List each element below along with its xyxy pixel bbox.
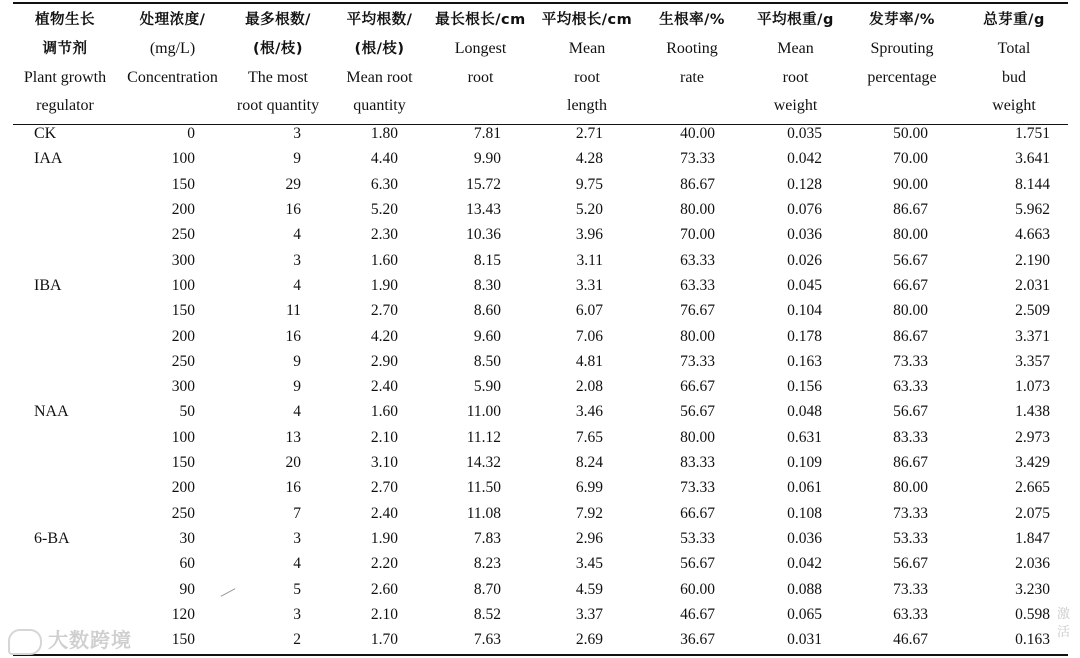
value-cell: 8.24 [575,454,603,472]
regulator-cell: 6-BA [34,529,70,547]
regulator-cell [10,551,120,576]
column-header-line: percentage [867,68,937,86]
value-cell: 60.00 [680,580,715,598]
value-cell: 150 [171,302,195,320]
column-header-line: Mean [777,39,814,57]
column-header-line: rate [680,68,704,86]
table-row [10,121,1072,146]
value-cell: 83.33 [680,454,715,472]
value-cell: 6.99 [575,479,603,497]
value-cell: 3 [293,605,301,623]
value-cell: 1.90 [370,276,398,294]
value-cell: 14.32 [466,454,501,472]
column-header-zh: 平均根长/cm [541,12,633,28]
value-cell: 4.40 [370,150,398,168]
value-cell: 0.104 [787,302,822,320]
column-header-zh: 植物生长 [35,12,95,28]
column-header-line: weight [992,97,1036,115]
value-cell: 80.00 [893,302,928,320]
value-cell: 11 [286,302,301,320]
value-cell: 8.30 [473,276,501,294]
regulator-cell [10,324,120,349]
value-cell: 13 [285,428,301,446]
column-header-zh: 生根率/% [659,12,725,28]
value-cell: 2.075 [1015,504,1050,522]
regulator-cell [10,222,120,247]
column-header [428,6,533,121]
column-header [641,6,743,121]
value-cell: 9 [293,352,301,370]
value-cell: 11.12 [466,428,501,446]
table-row [10,475,1072,500]
table-row [10,298,1072,323]
table-row [10,602,1072,627]
column-header-line: regulator [36,97,94,115]
value-cell: 3.37 [575,605,603,623]
table-body [10,121,1072,652]
value-cell: 250 [171,226,195,244]
column-header-line: Sprouting [870,39,934,57]
value-cell: 56.67 [893,251,928,269]
value-cell: 6.07 [575,302,603,320]
value-cell: 86.67 [893,327,928,345]
value-cell: 4.81 [575,352,603,370]
value-cell: 9 [293,378,301,396]
value-cell: 250 [171,504,195,522]
value-cell: 80.00 [680,327,715,345]
column-header-line: Longest [454,39,507,57]
value-cell: 86.67 [893,201,928,219]
value-cell: 9 [293,150,301,168]
value-cell: 2.70 [370,479,398,497]
value-cell: 70.00 [893,150,928,168]
value-cell: 16 [285,479,301,497]
value-cell: 56.67 [893,555,928,573]
value-cell: 5.20 [370,201,398,219]
value-cell: 2.190 [1015,251,1050,269]
value-cell: 3.45 [575,555,603,573]
column-header-zh: 最长根长/cm [435,12,526,28]
value-cell: 63.33 [680,276,715,294]
value-cell: 46.67 [893,631,928,649]
value-cell: 16 [285,327,301,345]
column-header-zh: 发芽率/% [869,12,935,28]
value-cell: 40.00 [680,125,715,143]
value-cell: 8.15 [473,251,501,269]
value-cell: 0.128 [787,175,822,193]
value-cell: 2.90 [370,352,398,370]
value-cell: 76.67 [680,302,715,320]
value-cell: 50 [179,403,195,421]
value-cell: 1.847 [1015,529,1050,547]
value-cell: 100 [171,276,195,294]
value-cell: 4.663 [1015,226,1050,244]
value-cell: 11.08 [466,504,501,522]
value-cell: 0.163 [1015,631,1050,649]
value-cell: 66.67 [680,504,715,522]
value-cell: 150 [171,454,195,472]
value-cell: 3.31 [575,276,603,294]
column-header-line: (根/枝) [252,40,304,57]
value-cell: 2.665 [1015,479,1050,497]
value-cell: 3.230 [1015,580,1050,598]
column-header-line: 调节剂 [42,40,88,57]
value-cell: 8.144 [1015,175,1050,193]
value-cell: 0.048 [787,403,822,421]
regulator-cell: NAA [34,403,69,421]
column-header [10,6,120,121]
value-cell: 120 [171,605,195,623]
value-cell: 7 [293,504,301,522]
value-cell: 1.60 [370,251,398,269]
value-cell: 9.60 [473,327,501,345]
value-cell: 0.045 [787,276,822,294]
value-cell: 8.60 [473,302,501,320]
value-cell: 2.08 [575,378,603,396]
column-header-line: The most [248,68,308,86]
value-cell: 0.108 [787,504,822,522]
value-cell: 13.43 [466,201,501,219]
value-cell: 3 [293,529,301,547]
value-cell: 3.429 [1015,454,1050,472]
value-cell: 2.509 [1015,302,1050,320]
column-header [331,6,428,121]
regulator-cell [10,172,120,197]
value-cell: 5.90 [473,378,501,396]
value-cell: 3.46 [575,403,603,421]
value-cell: 2.973 [1015,428,1050,446]
value-cell: 0 [187,125,195,143]
value-cell: 0.598 [1015,605,1050,623]
value-cell: 2.96 [575,529,603,547]
data-table [10,6,1072,652]
table-row [10,273,1072,298]
value-cell: 0.042 [787,150,822,168]
table-row [10,577,1072,602]
value-cell: 0.042 [787,555,822,573]
table-row [10,627,1072,652]
regulator-cell [10,349,120,374]
value-cell: 63.33 [680,251,715,269]
table-row [10,248,1072,273]
value-cell: 53.33 [893,529,928,547]
column-header-line: Total [997,39,1031,57]
value-cell: 86.67 [893,454,928,472]
watermark-text: 大数跨境 [48,628,132,652]
value-cell: 2.70 [370,302,398,320]
column-header-zh: 总芽重/g [983,12,1045,28]
value-cell: 1.70 [370,631,398,649]
value-cell: 80.00 [893,226,928,244]
value-cell: 1.073 [1015,378,1050,396]
column-header [743,6,848,121]
value-cell: 8.50 [473,352,501,370]
column-header [848,6,956,121]
value-cell: 3.10 [370,454,398,472]
column-header-line: Mean root [346,68,413,86]
value-cell: 86.67 [680,175,715,193]
value-cell: 0.178 [787,327,822,345]
table-row [10,197,1072,222]
value-cell: 5.962 [1015,201,1050,219]
value-cell: 63.33 [893,378,928,396]
value-cell: 2.69 [575,631,603,649]
value-cell: 2.40 [370,378,398,396]
column-header-zh: 最多根数/ [245,12,311,28]
value-cell: 7.83 [473,529,501,547]
value-cell: 8.52 [473,605,501,623]
value-cell: 2.60 [370,580,398,598]
value-cell: 2.031 [1015,276,1050,294]
value-cell: 20 [285,454,301,472]
value-cell: 9.75 [575,175,603,193]
column-header-zh: 平均根重/g [757,12,834,28]
regulator-cell: IBA [34,276,62,294]
top-rule [13,2,1068,4]
value-cell: 7.65 [575,428,603,446]
column-header [533,6,641,121]
value-cell: 200 [171,201,195,219]
value-cell: 56.67 [893,403,928,421]
value-cell: 46.67 [680,605,715,623]
column-header-zh: 处理浓度/ [139,12,206,28]
column-header-line: root [467,68,494,86]
value-cell: 250 [171,352,195,370]
value-cell: 1.751 [1015,125,1050,143]
value-cell: 1.80 [370,125,398,143]
value-cell: 100 [171,428,195,446]
table-row [10,349,1072,374]
value-cell: 0.035 [787,125,822,143]
column-header-line: (mg/L) [149,39,196,57]
column-header-line: root quantity [236,97,320,115]
column-header [225,6,331,121]
value-cell: 53.33 [680,529,715,547]
column-header-line: length [567,97,607,115]
value-cell: 0.061 [787,479,822,497]
value-cell: 70.00 [680,226,715,244]
value-cell: 66.67 [680,378,715,396]
table-row [10,526,1072,551]
value-cell: 0.163 [787,352,822,370]
table-row [10,324,1072,349]
table-row [10,222,1072,247]
value-cell: 3.96 [575,226,603,244]
regulator-cell [10,298,120,323]
bottom-rule [13,654,1068,656]
value-cell: 3 [293,251,301,269]
value-cell: 200 [171,479,195,497]
value-cell: 8.23 [473,555,501,573]
value-cell: 0.156 [787,378,822,396]
table-row [10,374,1072,399]
table-row [10,399,1072,424]
value-cell: 150 [171,175,195,193]
value-cell: 50.00 [893,125,928,143]
value-cell: 63.33 [893,605,928,623]
value-cell: 2.10 [370,428,398,446]
value-cell: 73.33 [680,352,715,370]
value-cell: 29 [285,175,301,193]
value-cell: 4 [293,555,301,573]
table-row [10,146,1072,171]
regulator-cell [10,374,120,399]
value-cell: 90 [179,580,195,598]
value-cell: 150 [171,631,195,649]
value-cell: 0.109 [787,454,822,472]
table-header [10,6,1072,121]
value-cell: 4.59 [575,580,603,598]
value-cell: 1.438 [1015,403,1050,421]
value-cell: 0.065 [787,605,822,623]
column-header-line: weight [773,97,818,115]
value-cell: 56.67 [680,555,715,573]
regulator-cell [10,450,120,475]
value-cell: 4 [293,276,301,294]
value-cell: 9.90 [473,150,501,168]
regulator-cell: IAA [34,150,63,168]
value-cell: 2.40 [370,504,398,522]
table-row [10,425,1072,450]
value-cell: 0.631 [787,428,822,446]
value-cell: 11.00 [466,403,501,421]
value-cell: 1.90 [370,529,398,547]
value-cell: 300 [171,378,195,396]
value-cell: 0.036 [787,529,822,547]
column-header-line: Plant growth [23,68,107,86]
column-header-line: quantity [353,97,406,115]
value-cell: 7.81 [473,125,501,143]
column-header [956,6,1072,121]
value-cell: 36.67 [680,631,715,649]
value-cell: 5 [293,580,301,598]
column-header-zh: 平均根数/ [346,12,413,28]
value-cell: 2.036 [1015,555,1050,573]
value-cell: 73.33 [680,479,715,497]
value-cell: 2.20 [370,555,398,573]
regulator-cell [10,501,120,526]
value-cell: 11.50 [466,479,501,497]
value-cell: 7.63 [473,631,501,649]
value-cell: 30 [179,529,195,547]
value-cell: 0.031 [787,631,822,649]
regulator-cell [10,577,120,602]
value-cell: 7.06 [575,327,603,345]
value-cell: 73.33 [893,580,928,598]
watermark-right: 激活 [1057,607,1071,640]
value-cell: 10.36 [466,226,501,244]
value-cell: 0.036 [787,226,822,244]
value-cell: 16 [285,201,301,219]
column-header-line: root [574,68,600,86]
column-header-line: Concentration [127,68,218,86]
value-cell: 3.371 [1015,327,1050,345]
value-cell: 100 [171,150,195,168]
column-header-line: bud [1002,68,1026,86]
value-cell: 2 [293,631,301,649]
value-cell: 66.67 [893,276,928,294]
regulator-cell [10,197,120,222]
watermark [8,624,132,655]
column-header-line: Mean [568,39,606,57]
value-cell: 3.641 [1015,150,1050,168]
table-row [10,450,1072,475]
value-cell: 83.33 [893,428,928,446]
regulator-cell [10,475,120,500]
value-cell: 56.67 [680,403,715,421]
table-row [10,172,1072,197]
column-header-line: Rooting [666,39,718,57]
value-cell: 4.28 [575,150,603,168]
value-cell: 0.076 [787,201,822,219]
value-cell: 0.088 [787,580,822,598]
regulator-cell: CK [34,125,57,143]
table-row [10,501,1072,526]
value-cell: 80.00 [680,201,715,219]
value-cell: 3.357 [1015,352,1050,370]
regulator-cell [10,425,120,450]
column-header-line: root [782,68,809,86]
regulator-cell [10,248,120,273]
value-cell: 15.72 [466,175,501,193]
value-cell: 80.00 [893,479,928,497]
value-cell: 8.70 [473,580,501,598]
value-cell: 2.71 [575,125,603,143]
value-cell: 300 [171,251,195,269]
value-cell: 80.00 [680,428,715,446]
value-cell: 0.026 [787,251,822,269]
value-cell: 2.30 [370,226,398,244]
value-cell: 6.30 [370,175,398,193]
value-cell: 200 [171,327,195,345]
value-cell: 4 [293,226,301,244]
value-cell: 60 [179,555,195,573]
chat-bubble-logo-icon [8,629,42,655]
value-cell: 1.60 [370,403,398,421]
value-cell: 4 [293,403,301,421]
value-cell: 73.33 [680,150,715,168]
value-cell: 2.10 [370,605,398,623]
value-cell: 73.33 [893,504,928,522]
column-header [120,6,225,121]
value-cell: 90.00 [893,175,928,193]
value-cell: 3.11 [576,251,603,269]
value-cell: 3 [293,125,301,143]
value-cell: 73.33 [893,352,928,370]
table-row [10,551,1072,576]
value-cell: 5.20 [575,201,603,219]
value-cell: 4.20 [370,327,398,345]
value-cell: 7.92 [575,504,603,522]
column-header-line: (根/枝) [354,40,405,57]
